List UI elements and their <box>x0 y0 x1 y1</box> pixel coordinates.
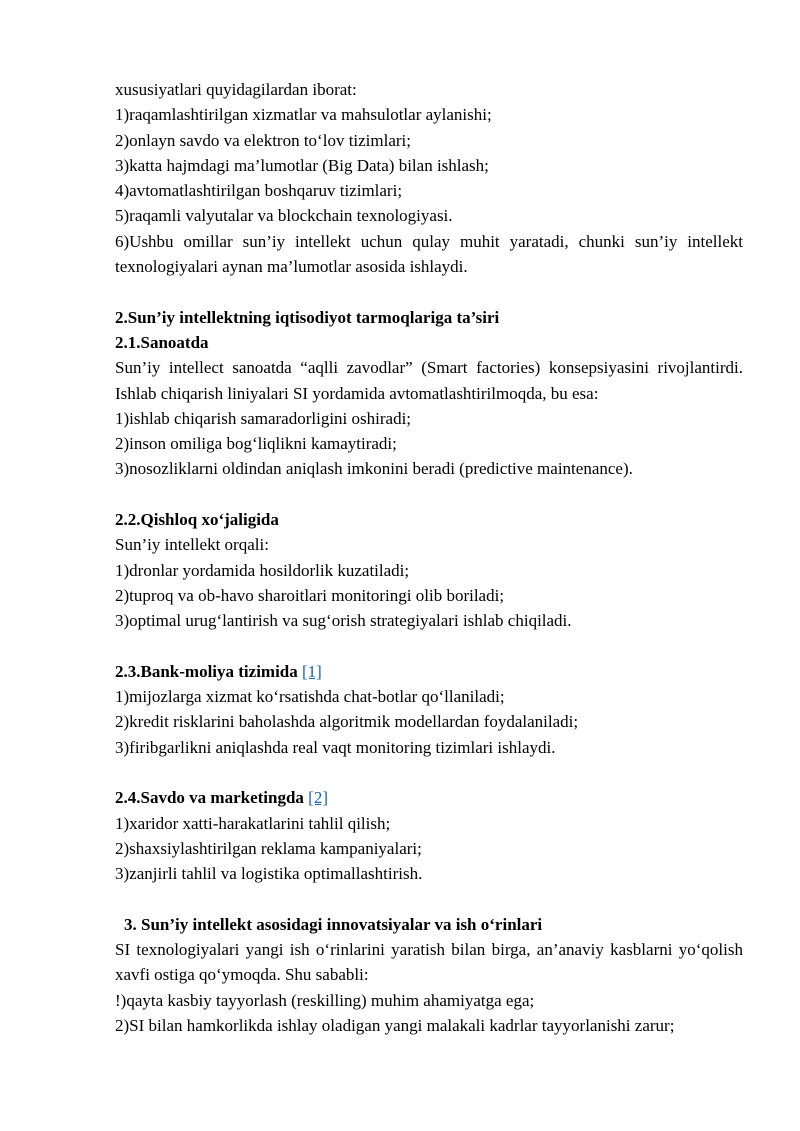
list-item: 2)onlayn savdo va elektron to‘lov tizimlari; <box>115 130 412 150</box>
section-2-4-heading-line <box>115 785 743 810</box>
section-2-1-heading: 2.1.Sanoatda <box>115 332 209 352</box>
section-3-heading: 3. Sun’iy intellekt asosidagi innovatsiyalar va ish o‘rinlari <box>124 914 543 934</box>
list-item: 2)tuproq va ob-havo sharoitlari monitoringi olib boriladi; <box>115 585 505 605</box>
spacer <box>115 279 743 304</box>
list-item: 1)ishlab chiqarish samaradorligini oshiradi; <box>115 408 412 428</box>
list-item: 3)nosozliklarni oldindan aniqlash imkonini beradi (predictive maintenance). <box>115 459 633 479</box>
list-item: 1)dronlar yordamida hosildorlik kuzatiladi; <box>115 560 410 580</box>
list-item: 2)shaxsiylashtirilgan reklama kampaniyalari; <box>115 838 422 858</box>
list-item: 4)avtomatlashtirilgan boshqaruv tizimlari; <box>115 181 403 201</box>
section-2-2-heading: 2.2.Qishloq xo‘jaligida <box>115 510 279 530</box>
section-2-heading: 2.Sun’iy intellektning iqtisodiyot tarmoqlariga ta’siri <box>115 307 500 327</box>
list-item: 5)raqamli valyutalar va blockchain texnologiyasi. <box>115 206 453 226</box>
list-item: !)qayta kasbiy tayyorlash (reskilling) muhim ahamiyatga ega; <box>115 990 535 1010</box>
list-item: 1)xaridor xatti-harakatlarini tahlil qilish; <box>115 813 391 833</box>
list-item: 2)inson omiliga bog‘liqlikni kamaytiradi; <box>115 434 397 454</box>
intro-line: xususiyatlari quyidagilardan iborat: <box>115 80 357 99</box>
list-item: 1)raqamlashtirilgan xizmatlar va mahsulotlar aylanishi; <box>115 105 492 125</box>
list-item: 3)zanjirli tahlil va logistika optimallashtirish. <box>115 864 423 884</box>
spacer <box>115 887 743 912</box>
reference-link-2[interactable]: [2] <box>308 788 328 808</box>
section-2-2-paragraph: Sun’iy intellekt orqali: <box>115 535 269 555</box>
section-3-paragraph: SI texnologiyalari yangi ish o‘rinlarini yaratish bilan birga, an’anaviy kasblarni yo‘qolish xavfi ostiga qo‘ymoqda. Shu sababli: <box>115 940 743 985</box>
list-item: 3)katta hajmdagi ma’lumotlar (Big Data) bilan ishlash; <box>115 155 489 175</box>
list-item: 3)firibgarlikni aniqlashda real vaqt monitoring tizimlari ishlaydi. <box>115 737 556 757</box>
section-2-4-heading: 2.4.Savdo va marketingda <box>115 788 304 808</box>
list-item: 2)kredit risklarini baholashda algoritmik modellardan foydalaniladi; <box>115 712 579 732</box>
section-2-3-heading: 2.3.Bank-moliya tizimida <box>115 661 298 681</box>
list-item: 1)mijozlarga xizmat ko‘rsatishda chat-botlar qo‘llaniladi; <box>115 687 505 707</box>
list-item: 2)SI bilan hamkorlikda ishlay oladigan yangi malakali kadrlar tayyorlanishi zarur; <box>115 1015 675 1035</box>
section-2-1-paragraph: Sun’iy intellect sanoatda “aqlli zavodlar” (Smart factories) konsepsiyasini rivojlantirdi. Ishlab chiqarish liniyalari SI yordamida avtomatlashtirilmoqda, bu esa: <box>115 358 743 403</box>
reference-link-1[interactable]: [1] <box>302 661 322 681</box>
spacer <box>115 760 743 785</box>
spacer <box>115 482 743 507</box>
list-item: 6)Ushbu omillar sun’iy intellekt uchun qulay muhit yaratadi, chunki sun’iy intellekt texnologiyalari aynan ma’lumotlar asosida ishlaydi. <box>115 231 743 277</box>
document-body <box>115 77 743 1038</box>
section-2-3-heading-line <box>115 659 743 684</box>
spacer <box>115 634 743 659</box>
list-item: 3)optimal urug‘lantirish va sug‘orish strategiyalari ishlab chiqiladi. <box>115 611 572 631</box>
